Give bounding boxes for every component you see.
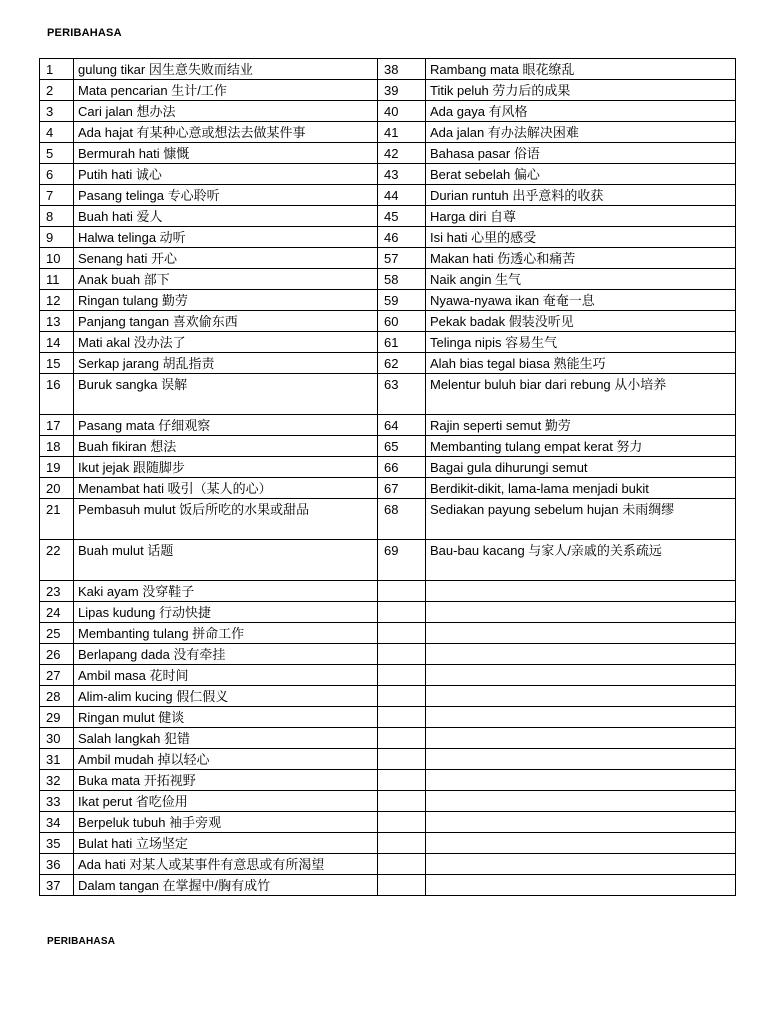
- table-row: [40, 665, 736, 686]
- table-row: [40, 227, 736, 248]
- proverb-entry: Melentur buluh biar dari rebung 从小培养: [426, 374, 736, 415]
- proverb-entry: Mata pencarian 生计/工作: [74, 80, 378, 101]
- table-row: [40, 875, 736, 896]
- table-row: [40, 436, 736, 457]
- table-row: [40, 540, 736, 581]
- proverb-entry: [426, 707, 736, 728]
- table-row: [40, 749, 736, 770]
- proverb-entry: Ikut jejak 跟随脚步: [74, 457, 378, 478]
- row-number: 22: [40, 540, 74, 581]
- proverb-entry: Bau-bau kacang 与家人/亲戚的关系疏远: [426, 540, 736, 581]
- row-number: 1: [40, 59, 74, 80]
- row-number: 6: [40, 164, 74, 185]
- table-row: [40, 602, 736, 623]
- proverb-entry: Ringan mulut 健谈: [74, 707, 378, 728]
- table-row: [40, 122, 736, 143]
- proverb-entry: Berdikit-dikit, lama-lama menjadi bukit: [426, 478, 736, 499]
- row-number: 58: [378, 269, 426, 290]
- proverb-entry: Buah fikiran 想法: [74, 436, 378, 457]
- row-number: [378, 770, 426, 791]
- proverb-entry: gulung tikar 因生意失败而结业: [74, 59, 378, 80]
- proverb-entry: Ikat perut 省吃俭用: [74, 791, 378, 812]
- row-number: 11: [40, 269, 74, 290]
- proverb-entry: [426, 644, 736, 665]
- proverb-entry: Makan hati 伤透心和痛苦: [426, 248, 736, 269]
- table-row: [40, 812, 736, 833]
- row-number: 15: [40, 353, 74, 374]
- row-number: [378, 728, 426, 749]
- table-row: [40, 686, 736, 707]
- row-number: 21: [40, 499, 74, 540]
- row-number: 65: [378, 436, 426, 457]
- row-number: [378, 602, 426, 623]
- row-number: 66: [378, 457, 426, 478]
- proverb-entry: Pembasuh mulut 饭后所吃的水果或甜品: [74, 499, 378, 540]
- proverb-entry: [426, 854, 736, 875]
- proverb-entry: Ringan tulang 勤劳: [74, 290, 378, 311]
- row-number: [378, 707, 426, 728]
- row-number: 12: [40, 290, 74, 311]
- proverb-entry: Lipas kudung 行动快捷: [74, 602, 378, 623]
- row-number: 25: [40, 623, 74, 644]
- table-row: [40, 457, 736, 478]
- row-number: [378, 875, 426, 896]
- row-number: [378, 791, 426, 812]
- row-number: 24: [40, 602, 74, 623]
- proverb-entry: [426, 770, 736, 791]
- proverb-entry: Buah mulut 话题: [74, 540, 378, 581]
- proverb-entry: Panjang tangan 喜欢偷东西: [74, 311, 378, 332]
- row-number: 36: [40, 854, 74, 875]
- proverb-entry: Pekak badak 假装没听见: [426, 311, 736, 332]
- row-number: [378, 623, 426, 644]
- row-number: 9: [40, 227, 74, 248]
- row-number: 43: [378, 164, 426, 185]
- proverb-entry: Alim-alim kucing 假仁假义: [74, 686, 378, 707]
- proverb-entry: Membanting tulang empat kerat 努力: [426, 436, 736, 457]
- proverb-entry: Bulat hati 立场坚定: [74, 833, 378, 854]
- row-number: 17: [40, 415, 74, 436]
- proverb-entry: Buah hati 爱人: [74, 206, 378, 227]
- table-row: [40, 269, 736, 290]
- row-number: 20: [40, 478, 74, 499]
- proverb-entry: Alah bias tegal biasa 熟能生巧: [426, 353, 736, 374]
- row-number: 63: [378, 374, 426, 415]
- proverb-entry: Pasang telinga 专心聆听: [74, 185, 378, 206]
- row-number: 64: [378, 415, 426, 436]
- table-row: [40, 59, 736, 80]
- row-number: [378, 833, 426, 854]
- row-number: 57: [378, 248, 426, 269]
- proverb-entry: [426, 602, 736, 623]
- proverb-entry: Membanting tulang 拼命工作: [74, 623, 378, 644]
- row-number: 16: [40, 374, 74, 415]
- proverb-entry: [426, 875, 736, 896]
- row-number: [378, 854, 426, 875]
- proverb-entry: Serkap jarang 胡乱指责: [74, 353, 378, 374]
- proverb-entry: [426, 812, 736, 833]
- row-number: 60: [378, 311, 426, 332]
- proverb-entry: [426, 749, 736, 770]
- row-number: 68: [378, 499, 426, 540]
- row-number: 2: [40, 80, 74, 101]
- row-number: 41: [378, 122, 426, 143]
- row-number: 23: [40, 581, 74, 602]
- proverb-entry: Halwa telinga 动听: [74, 227, 378, 248]
- proverb-entry: Ambil masa 花时间: [74, 665, 378, 686]
- table-row: [40, 80, 736, 101]
- row-number: 32: [40, 770, 74, 791]
- row-number: 7: [40, 185, 74, 206]
- page-header: PERIBAHASA: [47, 27, 122, 39]
- proverb-entry: [426, 623, 736, 644]
- row-number: [378, 644, 426, 665]
- proverb-entry: Sediakan payung sebelum hujan 未雨绸缪: [426, 499, 736, 540]
- proverb-entry: Durian runtuh 出乎意料的收获: [426, 185, 736, 206]
- row-number: 46: [378, 227, 426, 248]
- proverb-entry: Salah langkah 犯错: [74, 728, 378, 749]
- table-row: [40, 707, 736, 728]
- row-number: 28: [40, 686, 74, 707]
- row-number: [378, 749, 426, 770]
- table-row: [40, 854, 736, 875]
- table-row: [40, 623, 736, 644]
- proverb-entry: Pasang mata 仔细观察: [74, 415, 378, 436]
- proverb-entry: [426, 686, 736, 707]
- row-number: 69: [378, 540, 426, 581]
- proverb-entry: Ada hati 对某人或某事件有意思或有所渴望: [74, 854, 378, 875]
- proverb-entry: Bermurah hati 慷慨: [74, 143, 378, 164]
- row-number: 14: [40, 332, 74, 353]
- row-number: 34: [40, 812, 74, 833]
- proverb-entry: Ada jalan 有办法解决困难: [426, 122, 736, 143]
- proverb-entry: Telinga nipis 容易生气: [426, 332, 736, 353]
- proverb-entry: Dalam tangan 在掌握中/胸有成竹: [74, 875, 378, 896]
- table-row: [40, 415, 736, 436]
- table-row: [40, 728, 736, 749]
- proverb-entry: Berpeluk tubuh 袖手旁观: [74, 812, 378, 833]
- proverb-entry: Kaki ayam 没穿鞋子: [74, 581, 378, 602]
- row-number: 45: [378, 206, 426, 227]
- proverb-entry: Menambat hati 吸引（某人的心）: [74, 478, 378, 499]
- table-row: [40, 332, 736, 353]
- proverb-entry: Buka mata 开拓视野: [74, 770, 378, 791]
- row-number: 59: [378, 290, 426, 311]
- proverb-entry: Nyawa-nyawa ikan 奄奄一息: [426, 290, 736, 311]
- proverb-entry: Senang hati 开心: [74, 248, 378, 269]
- proverb-table: [39, 58, 736, 896]
- page-footer: PERIBAHASA: [47, 936, 116, 947]
- row-number: 40: [378, 101, 426, 122]
- proverb-entry: Putih hati 诚心: [74, 164, 378, 185]
- proverb-entry: Berlapang dada 没有牵挂: [74, 644, 378, 665]
- proverb-entry: Naik angin 生气: [426, 269, 736, 290]
- proverb-entry: Anak buah 部下: [74, 269, 378, 290]
- row-number: 5: [40, 143, 74, 164]
- table-row: [40, 478, 736, 499]
- proverb-entry: Ambil mudah 掉以轻心: [74, 749, 378, 770]
- proverb-entry: Titik peluh 劳力后的成果: [426, 80, 736, 101]
- table-row: [40, 311, 736, 332]
- proverb-entry: Ada gaya 有风格: [426, 101, 736, 122]
- proverb-entry: Bagai gula dihurungi semut: [426, 457, 736, 478]
- row-number: 29: [40, 707, 74, 728]
- row-number: 44: [378, 185, 426, 206]
- proverb-entry: Harga diri 自尊: [426, 206, 736, 227]
- table-row: [40, 248, 736, 269]
- row-number: 38: [378, 59, 426, 80]
- table-row: [40, 206, 736, 227]
- proverb-entry: [426, 833, 736, 854]
- proverb-entry: Berat sebelah 偏心: [426, 164, 736, 185]
- row-number: 27: [40, 665, 74, 686]
- row-number: 37: [40, 875, 74, 896]
- row-number: 4: [40, 122, 74, 143]
- row-number: 31: [40, 749, 74, 770]
- proverb-entry: [426, 728, 736, 749]
- proverb-entry: Isi hati 心里的感受: [426, 227, 736, 248]
- row-number: 3: [40, 101, 74, 122]
- table-row: [40, 374, 736, 415]
- table-row: [40, 290, 736, 311]
- row-number: 30: [40, 728, 74, 749]
- table-row: [40, 581, 736, 602]
- row-number: 67: [378, 478, 426, 499]
- row-number: 10: [40, 248, 74, 269]
- proverb-entry: Ada hajat 有某种心意或想法去做某件事: [74, 122, 378, 143]
- row-number: [378, 812, 426, 833]
- table-row: [40, 143, 736, 164]
- row-number: 39: [378, 80, 426, 101]
- row-number: 13: [40, 311, 74, 332]
- proverb-entry: Rajin seperti semut 勤劳: [426, 415, 736, 436]
- proverb-entry: [426, 581, 736, 602]
- table-row: [40, 644, 736, 665]
- table-row: [40, 770, 736, 791]
- proverb-entry: [426, 665, 736, 686]
- row-number: 8: [40, 206, 74, 227]
- proverb-entry: [426, 791, 736, 812]
- row-number: 19: [40, 457, 74, 478]
- proverb-entry: Mati akal 没办法了: [74, 332, 378, 353]
- row-number: 35: [40, 833, 74, 854]
- row-number: [378, 686, 426, 707]
- proverb-entry: Cari jalan 想办法: [74, 101, 378, 122]
- row-number: 42: [378, 143, 426, 164]
- table-row: [40, 833, 736, 854]
- table-row: [40, 353, 736, 374]
- row-number: 61: [378, 332, 426, 353]
- row-number: 26: [40, 644, 74, 665]
- table-row: [40, 164, 736, 185]
- table-row: [40, 791, 736, 812]
- table-row: [40, 499, 736, 540]
- row-number: 62: [378, 353, 426, 374]
- proverb-table-body: [40, 59, 736, 896]
- row-number: 18: [40, 436, 74, 457]
- row-number: [378, 665, 426, 686]
- table-row: [40, 185, 736, 206]
- proverb-entry: Bahasa pasar 俗语: [426, 143, 736, 164]
- row-number: [378, 581, 426, 602]
- row-number: 33: [40, 791, 74, 812]
- proverb-entry: Rambang mata 眼花缭乱: [426, 59, 736, 80]
- table-row: [40, 101, 736, 122]
- proverb-entry: Buruk sangka 误解: [74, 374, 378, 415]
